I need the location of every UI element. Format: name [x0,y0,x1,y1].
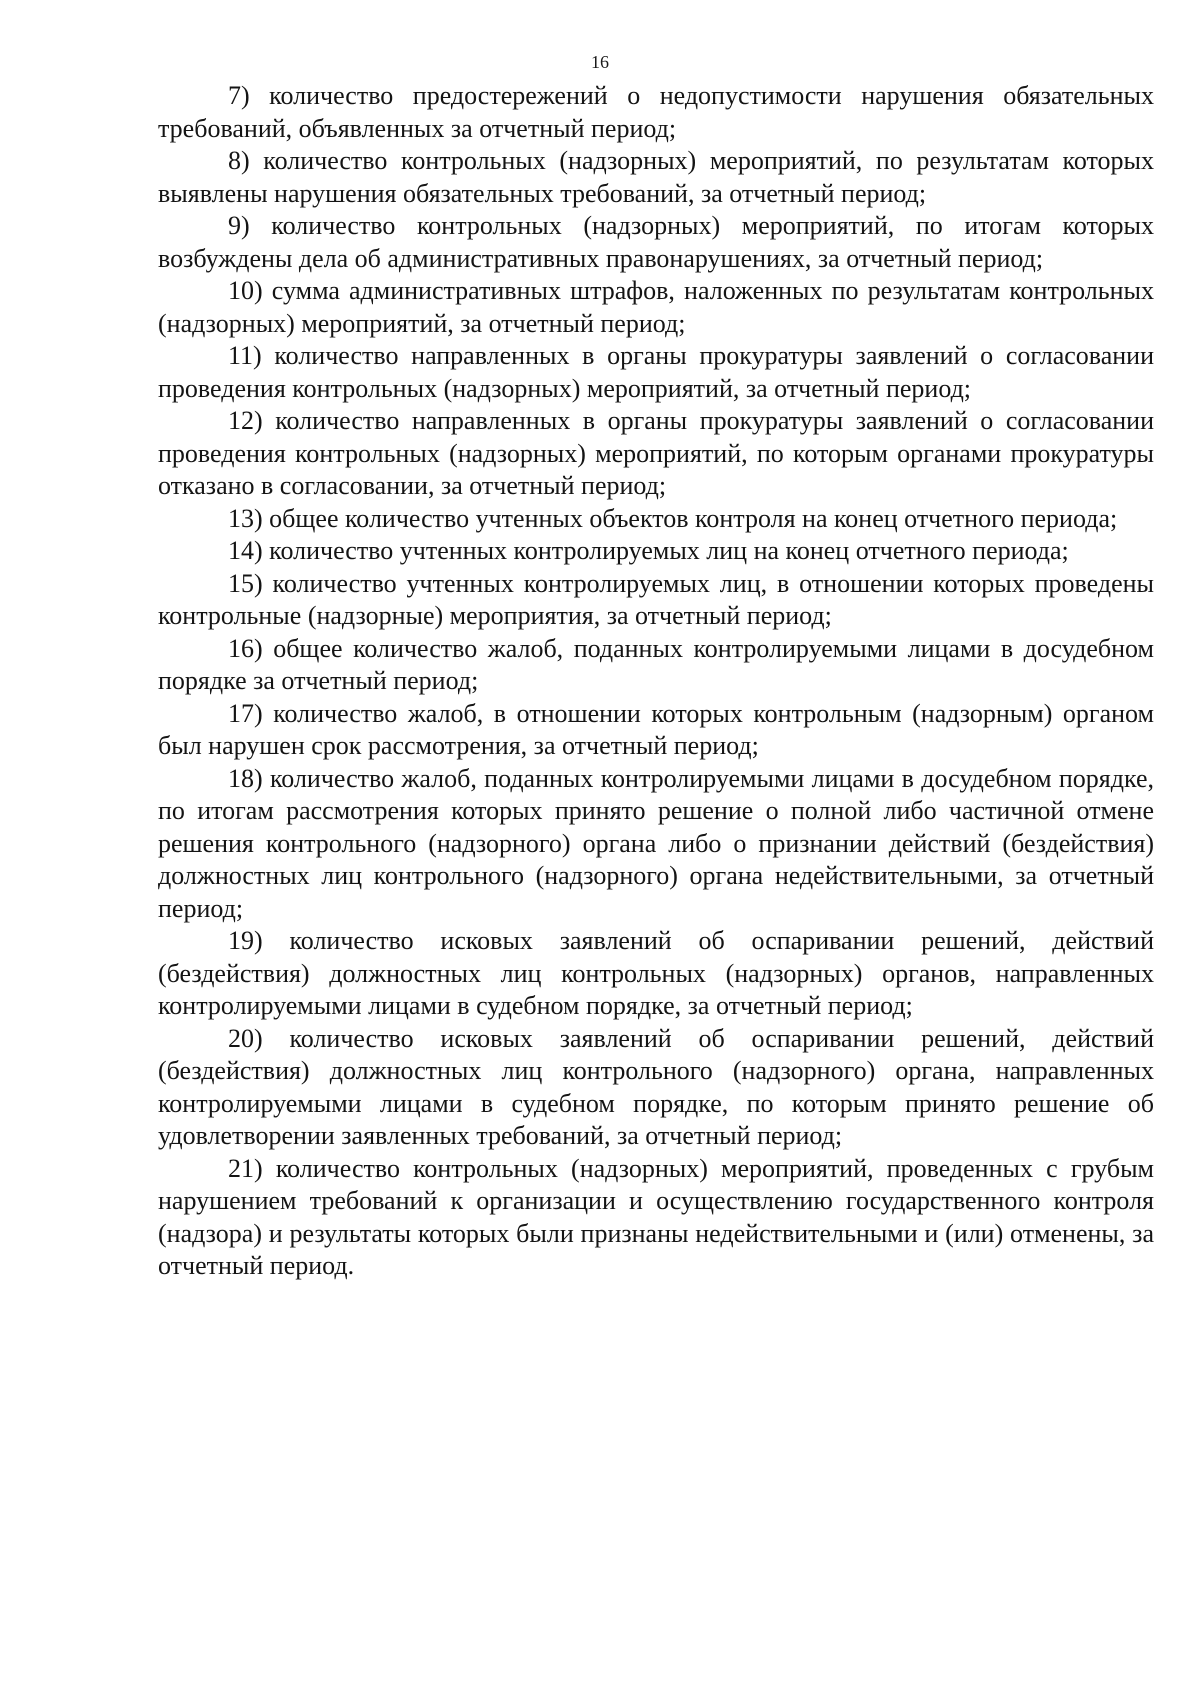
list-item: 16) общее количество жалоб, поданных контролируемыми лицами в досудебном порядке за отчетный период; [158,633,1154,695]
document-body [158,80,1154,1283]
list-item: 13) общее количество учтенных объектов контроля на конец отчетного периода; [228,503,1118,533]
list-item: 14) количество учтенных контролируемых лиц на конец отчетного периода; [228,536,1069,565]
list-item: 10) сумма административных штрафов, наложенных по результатам контрольных (надзорных) мероприятий, за отчетный период; [158,276,1154,338]
list-item: 8) количество контрольных (надзорных) мероприятий, по результатам которых выявлены нарушения обязательных требований, за отчетный период; [158,146,1154,208]
list-item: 19) количество исковых заявлений об оспаривании решений, действий (бездействия) должностных лиц контрольных (надзорных) органов, направленных контролируемыми лицами в судебном порядке, за отчетный период; [158,926,1154,1020]
list-item: 11) количество направленных в органы прокуратуры заявлений о согласовании проведения контрольных (надзорных) мероприятий, за отчетный период; [158,341,1154,403]
list-item: 9) количество контрольных (надзорных) мероприятий, по итогам которых возбуждены дела об административных правонарушениях, за отчетный период; [158,211,1154,273]
list-item: 15) количество учтенных контролируемых лиц, в отношении которых проведены контрольные (надзорные) мероприятия, за отчетный период; [158,568,1154,630]
list-item: 20) количество исковых заявлений об оспаривании решений, действий (бездействия) должностных лиц контрольного (надзорного) органа, направленных контролируемыми лицами в судебном порядке, по которым принято решение об удовлетворении заявленных требований, за отчетный период; [158,1023,1154,1150]
list-item: 18) количество жалоб, поданных контролируемыми лицами в досудебном порядке, по итогам рассмотрения которых принято решение о полной либо частичной отмене решения контрольного (надзорного) органа либо о признании действий (бездействия) должностных лиц контрольного (надзорного) органа недействительными, за отчетный период; [158,763,1154,923]
list-item: 12) количество направленных в органы прокуратуры заявлений о согласовании проведения контрольных (надзорных) мероприятий, по которым органами прокуратуры отказано в согласовании, за отчетный период; [158,406,1154,500]
list-item: 17) количество жалоб, в отношении которых контрольным (надзорным) органом был нарушен срок рассмотрения, за отчетный период; [158,698,1154,760]
list-item: 7) количество предостережений о недопустимости нарушения обязательных требований, объявленных за отчетный период; [158,81,1154,143]
list-item: 21) количество контрольных (надзорных) мероприятий, проведенных с грубым нарушением требований к организации и осуществлению государственного контроля (надзора) и результаты которых были признаны недействительными и (или) отменены, за отчетный период. [158,1153,1154,1280]
page-number: 16 [591,52,609,72]
